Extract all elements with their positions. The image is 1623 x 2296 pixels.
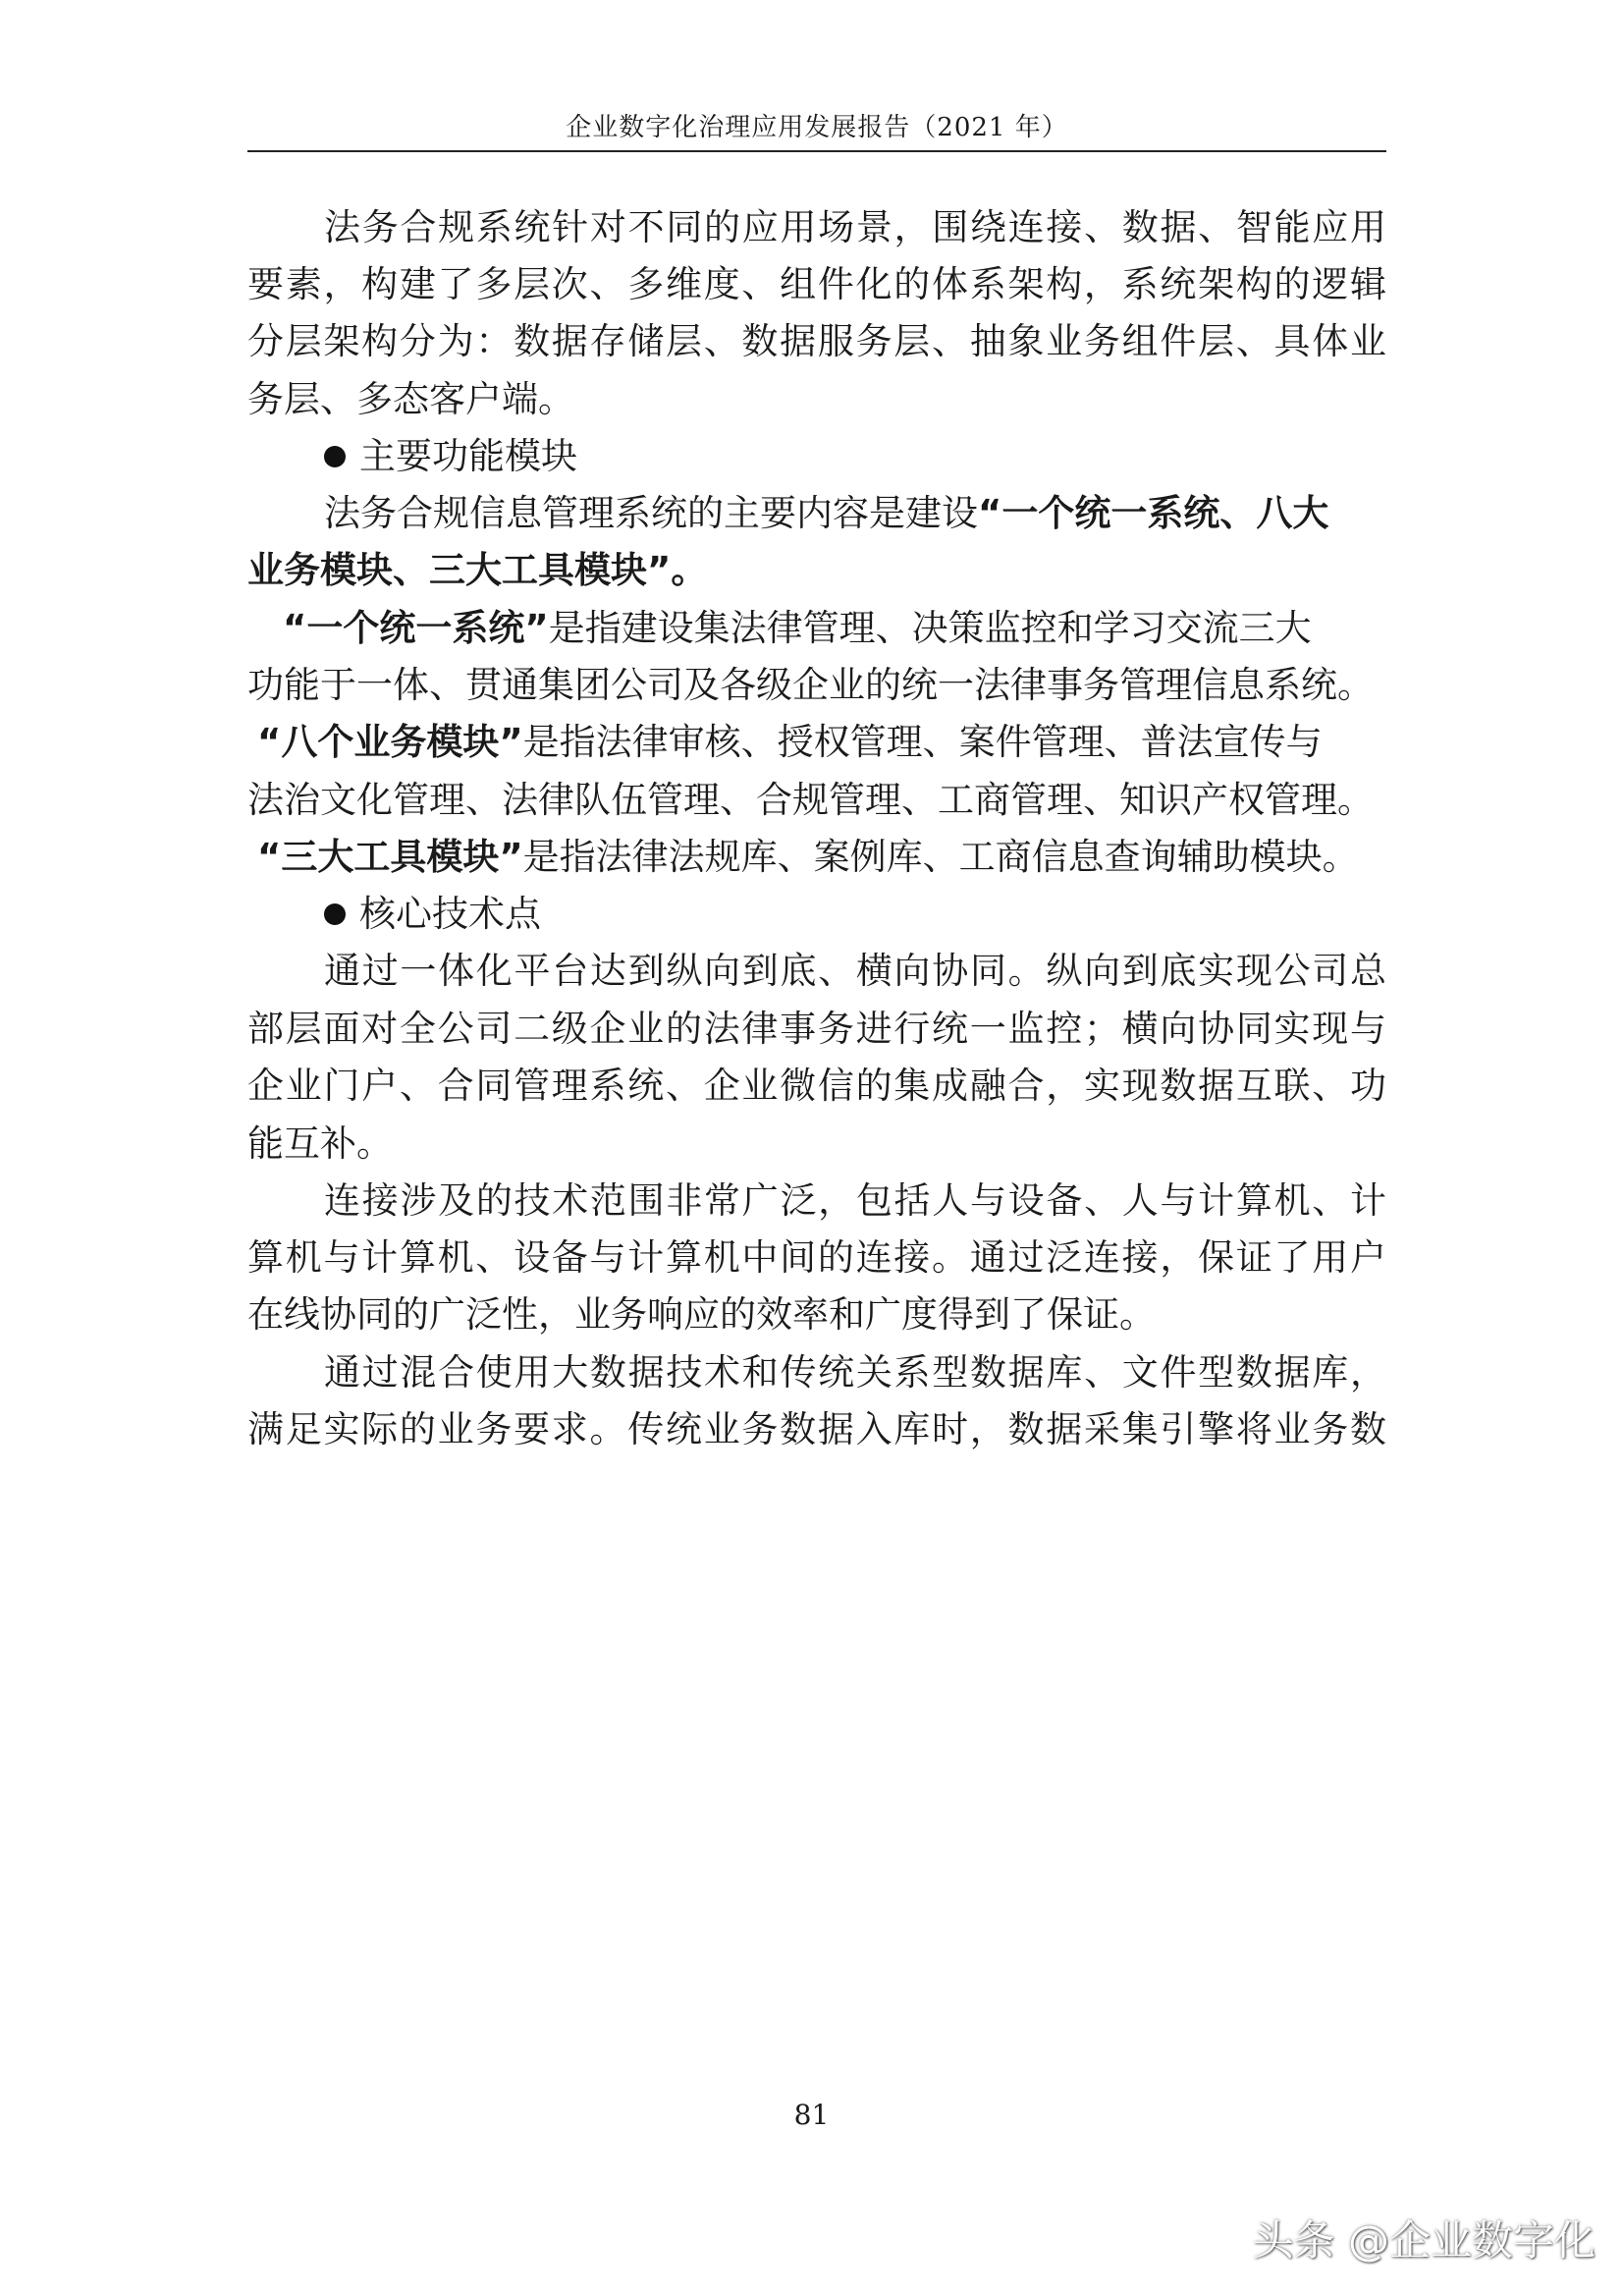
paragraph-bold-text: “一个统一系统”	[283, 607, 549, 649]
page-number: 81	[793, 2099, 830, 2131]
watermark-text: 头条 @企业数字化	[1252, 2216, 1596, 2265]
paragraph-bold-line: 业务模块、三大工具模块”。	[247, 549, 708, 591]
paragraph-bold-text: “一个统一系统、八大	[978, 492, 1329, 534]
paragraph-line: 通过混合使用大数据技术和传统关系型数据库、文件型数据库，	[324, 1351, 1386, 1394]
paragraph-line: 分层架构分为：数据存储层、数据服务层、抽象业务组件层、具体业	[247, 320, 1386, 362]
paragraph-line	[257, 833, 1359, 882]
paragraph-bold-text: “三大工具模块”	[257, 836, 523, 878]
paragraph-line: 企业门户、合同管理系统、企业微信的集成融合，实现数据互联、功	[247, 1065, 1386, 1107]
paragraph-bold-text: “八个业务模块”	[257, 721, 523, 763]
paragraph-line	[283, 604, 1312, 653]
page-header-title: 企业数字化治理应用发展报告（2021 年）	[566, 113, 1068, 142]
bullet-heading-text: 核心技术点	[359, 893, 541, 935]
paragraph-line: 通过一体化平台达到纵向到底、横向协同。纵向到底实现公司总	[324, 950, 1386, 992]
paragraph-line: 能互补。	[247, 1122, 393, 1165]
paragraph-text: 法务合规信息管理系统的主要内容是建设	[324, 492, 978, 534]
paragraph-line: 功能于一体、贯通集团公司及各级企业的统一法律事务管理信息系统。	[247, 664, 1374, 706]
paragraph-line: 算机与计算机、设备与计算机中间的连接。通过泛连接，保证了用户	[247, 1236, 1386, 1279]
header-rule	[247, 150, 1386, 152]
paragraph-line: 满足实际的业务要求。传统业务数据入库时，数据采集引擎将业务数	[247, 1408, 1386, 1450]
bullet-heading	[324, 432, 577, 481]
paragraph-text: 是指建设集法律管理、决策监控和学习交流三大	[548, 607, 1312, 649]
paragraph-line: 法治文化管理、法律队伍管理、合规管理、工商管理、知识产权管理。	[247, 779, 1374, 821]
paragraph-line: 连接涉及的技术范围非常广泛，包括人与设备、人与计算机、计	[324, 1179, 1386, 1222]
paragraph-line: 务层、多态客户端。	[247, 378, 574, 420]
bullet-heading-text: 主要功能模块	[359, 435, 577, 477]
paragraph-text: 是指法律审核、授权管理、案件管理、普法宣传与	[522, 721, 1323, 763]
paragraph-line: 在线协同的广泛性，业务响应的效率和广度得到了保证。	[247, 1293, 1156, 1336]
paragraph-line: 要素，构建了多层次、多维度、组件化的体系架构，系统架构的逻辑	[247, 263, 1386, 305]
paragraph-text: 是指法律法规库、案例库、工商信息查询辅助模块。	[522, 836, 1359, 878]
paragraph-line	[324, 489, 1328, 538]
paragraph-line: 部层面对全公司二级企业的法律事务进行统一监控；横向协同实现与	[247, 1008, 1386, 1050]
bullet-icon	[324, 903, 346, 925]
paragraph-line	[257, 718, 1323, 767]
paragraph-line: 法务合规系统针对不同的应用场景，围绕连接、数据、智能应用	[324, 206, 1386, 248]
bullet-heading	[324, 890, 541, 939]
bullet-icon	[324, 446, 346, 467]
